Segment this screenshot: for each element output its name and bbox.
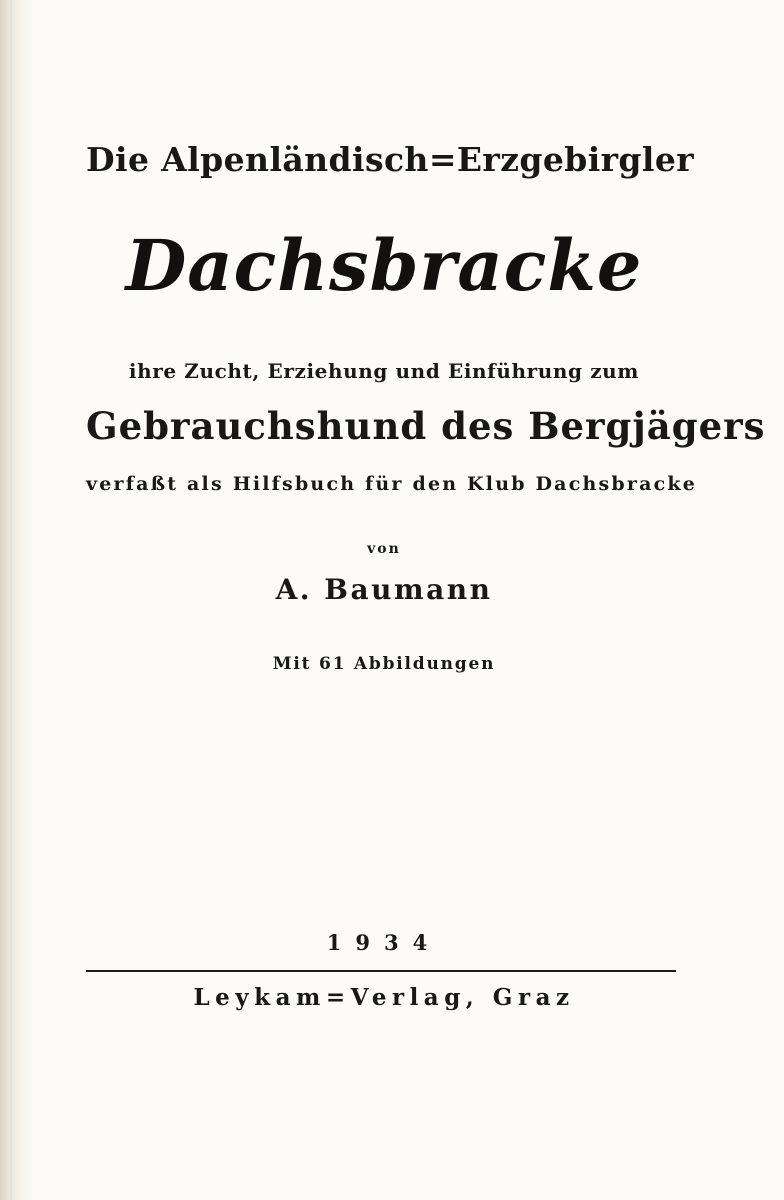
page-gutter-edge — [10, 0, 12, 1200]
publication-year: 1934 — [326, 930, 442, 955]
illustrations-note: Mit 61 Abbildungen — [272, 654, 496, 674]
horizontal-rule — [86, 970, 676, 972]
book-secondary-heading: Gebrauchshund des Bergjägers — [86, 404, 766, 448]
page-gutter-shadow — [0, 0, 34, 1200]
publisher-line: Leykam=Verlag, Graz — [193, 984, 575, 1011]
book-tagline: ihre Zucht, Erziehung und Einführung zum — [128, 359, 640, 383]
book-author: A. Baumann — [275, 573, 493, 606]
book-subtitle: Die Alpenländisch=Erzgebirgler — [86, 140, 695, 179]
author-preposition: von — [367, 541, 401, 557]
book-title: Dachsbracke — [125, 224, 643, 307]
book-purpose-line: verfaßt als Hilfsbuch für den Klub Dachsbracke — [86, 473, 697, 495]
